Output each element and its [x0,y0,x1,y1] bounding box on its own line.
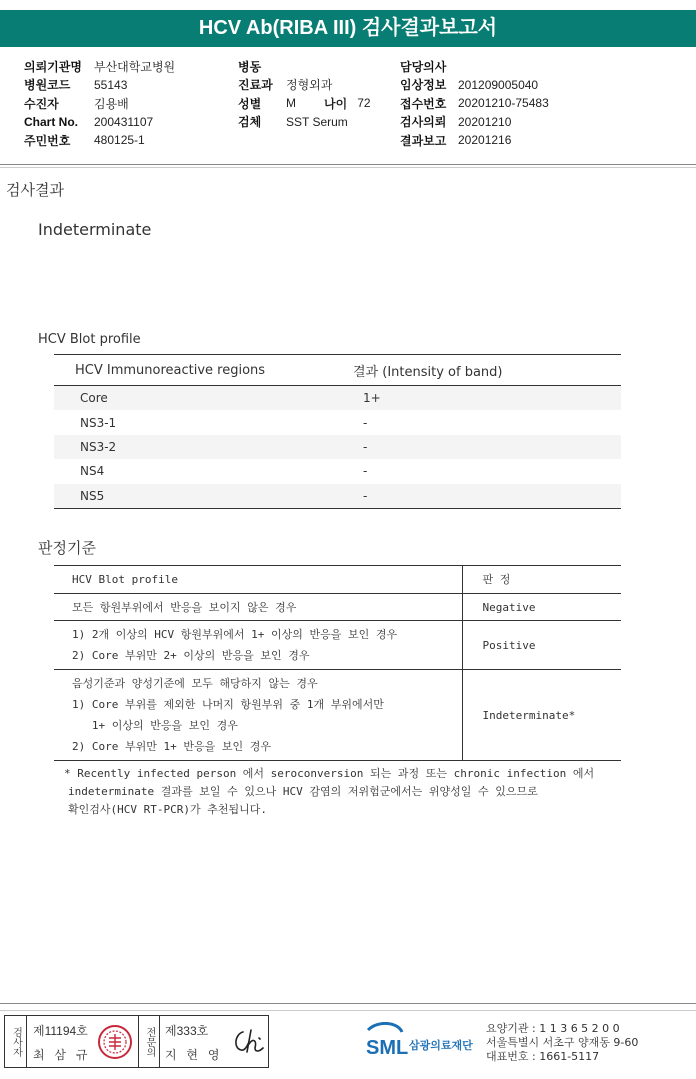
header-divider [0,164,696,165]
footer-info [486,1022,638,1064]
region-cell: NS4 [80,464,105,479]
footer-line: 요양기관 : 1 1 3 6 5 2 0 0 [486,1022,620,1035]
info-value: 480125-1 [94,133,145,148]
red-seal-icon [97,1024,133,1060]
info-value: SST Serum [286,114,348,129]
region-cell: NS3-1 [80,415,117,430]
criteria-condition [54,594,462,621]
footnote-line: * Recently infected person 에서 seroconversion 되는 과정 또는 chronic infection 에서 [64,767,595,780]
info-label: 담당의사 [400,59,447,74]
footnote [64,765,638,819]
criteria-row [54,670,621,761]
column-header: 결과 (Intensity of band) [353,364,503,380]
condition-line: 2) Core 부위만 2+ 이상의 반응을 보인 경우 [72,649,310,662]
info-value: 200431107 [94,114,154,129]
condition-line: 모든 항원부위에서 반응을 보이지 않은 경우 [72,600,297,614]
info-value: 20201210-75483 [458,96,549,111]
result-cell: - [363,439,368,454]
result-cell: - [363,488,368,503]
table-row [54,410,621,434]
sml-logo-icon [364,1022,482,1062]
signature-box [4,1015,269,1068]
patient-info-col1 [24,57,175,150]
footer-divider-light [0,1010,696,1011]
report-title: HCV Ab(RIBA III) 검사결과보고서 [0,10,696,47]
info-label: 결과보고 [400,133,447,148]
criteria-judgement: Indeterminate* [462,670,621,761]
criteria-title: 판정기준 [38,539,96,557]
table-row [54,386,621,410]
info-label: 성별 [238,96,262,111]
tester-label-text: 검사자 [10,1026,22,1057]
info-value: 201209005040 [458,77,539,92]
section-title-result: 검사결과 [6,181,64,199]
criteria-condition [54,621,462,670]
footnote-line: indeterminate 결과를 보일 수 있으나 HCV 감염의 저위험군에서는 위양성일 수 있으므로 [68,785,538,798]
info-value: 정형외과 [286,78,333,93]
age-value: 72 [357,96,371,111]
region-cell: NS5 [80,488,105,503]
blot-profile-table [54,354,621,509]
tester-label [5,1016,27,1067]
info-label: 의뢰기관명 [24,59,82,74]
handwritten-signature-icon [229,1024,269,1058]
info-label: 병원코드 [24,78,71,93]
region-cell: Core [80,391,108,406]
specialist-license-no: 제333호 [165,1024,209,1038]
table-row [54,484,621,508]
blot-profile-title: HCV Blot profile [38,332,141,347]
specialist-label [138,1016,160,1067]
patient-info-col3 [400,57,549,150]
info-value: 김용배 [94,96,129,111]
result-value: Indeterminate [38,220,152,239]
info-label: Chart No. [24,114,78,129]
criteria-row [54,594,621,621]
region-cell: NS3-2 [80,439,117,454]
header-text: 판 정 [482,573,511,586]
result-cell: - [363,464,368,479]
table-header [54,354,621,386]
result-cell: - [363,415,368,430]
patient-info-col2 [238,57,371,131]
info-label: 임상정보 [400,78,447,93]
info-label: 병동 [238,59,262,74]
age-label: 나이 [324,96,348,111]
svg-text:SML: SML [366,1037,409,1059]
condition-line: 음성기준과 양성기준에 모두 해당하지 않는 경우 [72,677,318,690]
info-value: 20201210 [458,114,512,129]
footer-line: 서울특별시 서초구 양재동 9-60 [486,1036,639,1049]
result-cell: 1+ [363,391,381,406]
info-label: 수진자 [24,96,59,111]
criteria-row [54,621,621,670]
info-value: 20201216 [458,133,512,148]
footer-divider [0,1003,696,1004]
table-row [54,435,621,459]
info-value: M [286,96,296,111]
specialist-label-text: 전문의 [144,1026,155,1057]
header-divider-light [0,167,696,168]
column-header [54,566,462,594]
condition-line: 2) Core 부위만 1+ 반응을 보인 경우 [72,740,271,753]
info-label: 주민번호 [24,133,71,148]
condition-line: 1) Core 부위를 제외한 나머지 항원부위 중 1개 부위에서만 [72,698,384,711]
footer-line: 대표번호 : 1661-5117 [486,1050,600,1063]
info-label: 접수번호 [400,96,447,111]
info-label: 검사의뢰 [400,115,447,130]
column-header: HCV Immunoreactive regions [75,362,266,378]
info-value: 부산대학교병원 [94,59,176,74]
info-label: 검체 [238,115,262,130]
criteria-judgement: Negative [462,594,621,621]
tester-license-no: 제11194호 [33,1024,88,1038]
table-row [54,459,621,483]
table-bottom-rule [54,508,621,509]
info-value: 55143 [94,77,128,92]
specialist-name: 지 현 영 [165,1048,223,1062]
condition-line: 1) 2개 이상의 HCV 항원부위에서 1+ 이상의 반응을 보인 경우 [72,628,398,641]
info-label: 진료과 [238,78,273,93]
header-text: HCV Blot profile [72,573,178,586]
criteria-header-row [54,566,621,594]
sml-logo [364,1022,482,1066]
criteria-judgement: Positive [462,621,621,670]
column-header [462,566,621,594]
criteria-condition [54,670,462,761]
condition-line: 1+ 이상의 반응을 보인 경우 [72,719,238,732]
svg-text:삼광의료재단: 삼광의료재단 [409,1039,473,1052]
tester-name: 최 삼 규 [33,1048,91,1062]
footnote-line: 확인검사(HCV RT-PCR)가 추천됩니다. [68,803,267,816]
criteria-table [54,565,621,761]
